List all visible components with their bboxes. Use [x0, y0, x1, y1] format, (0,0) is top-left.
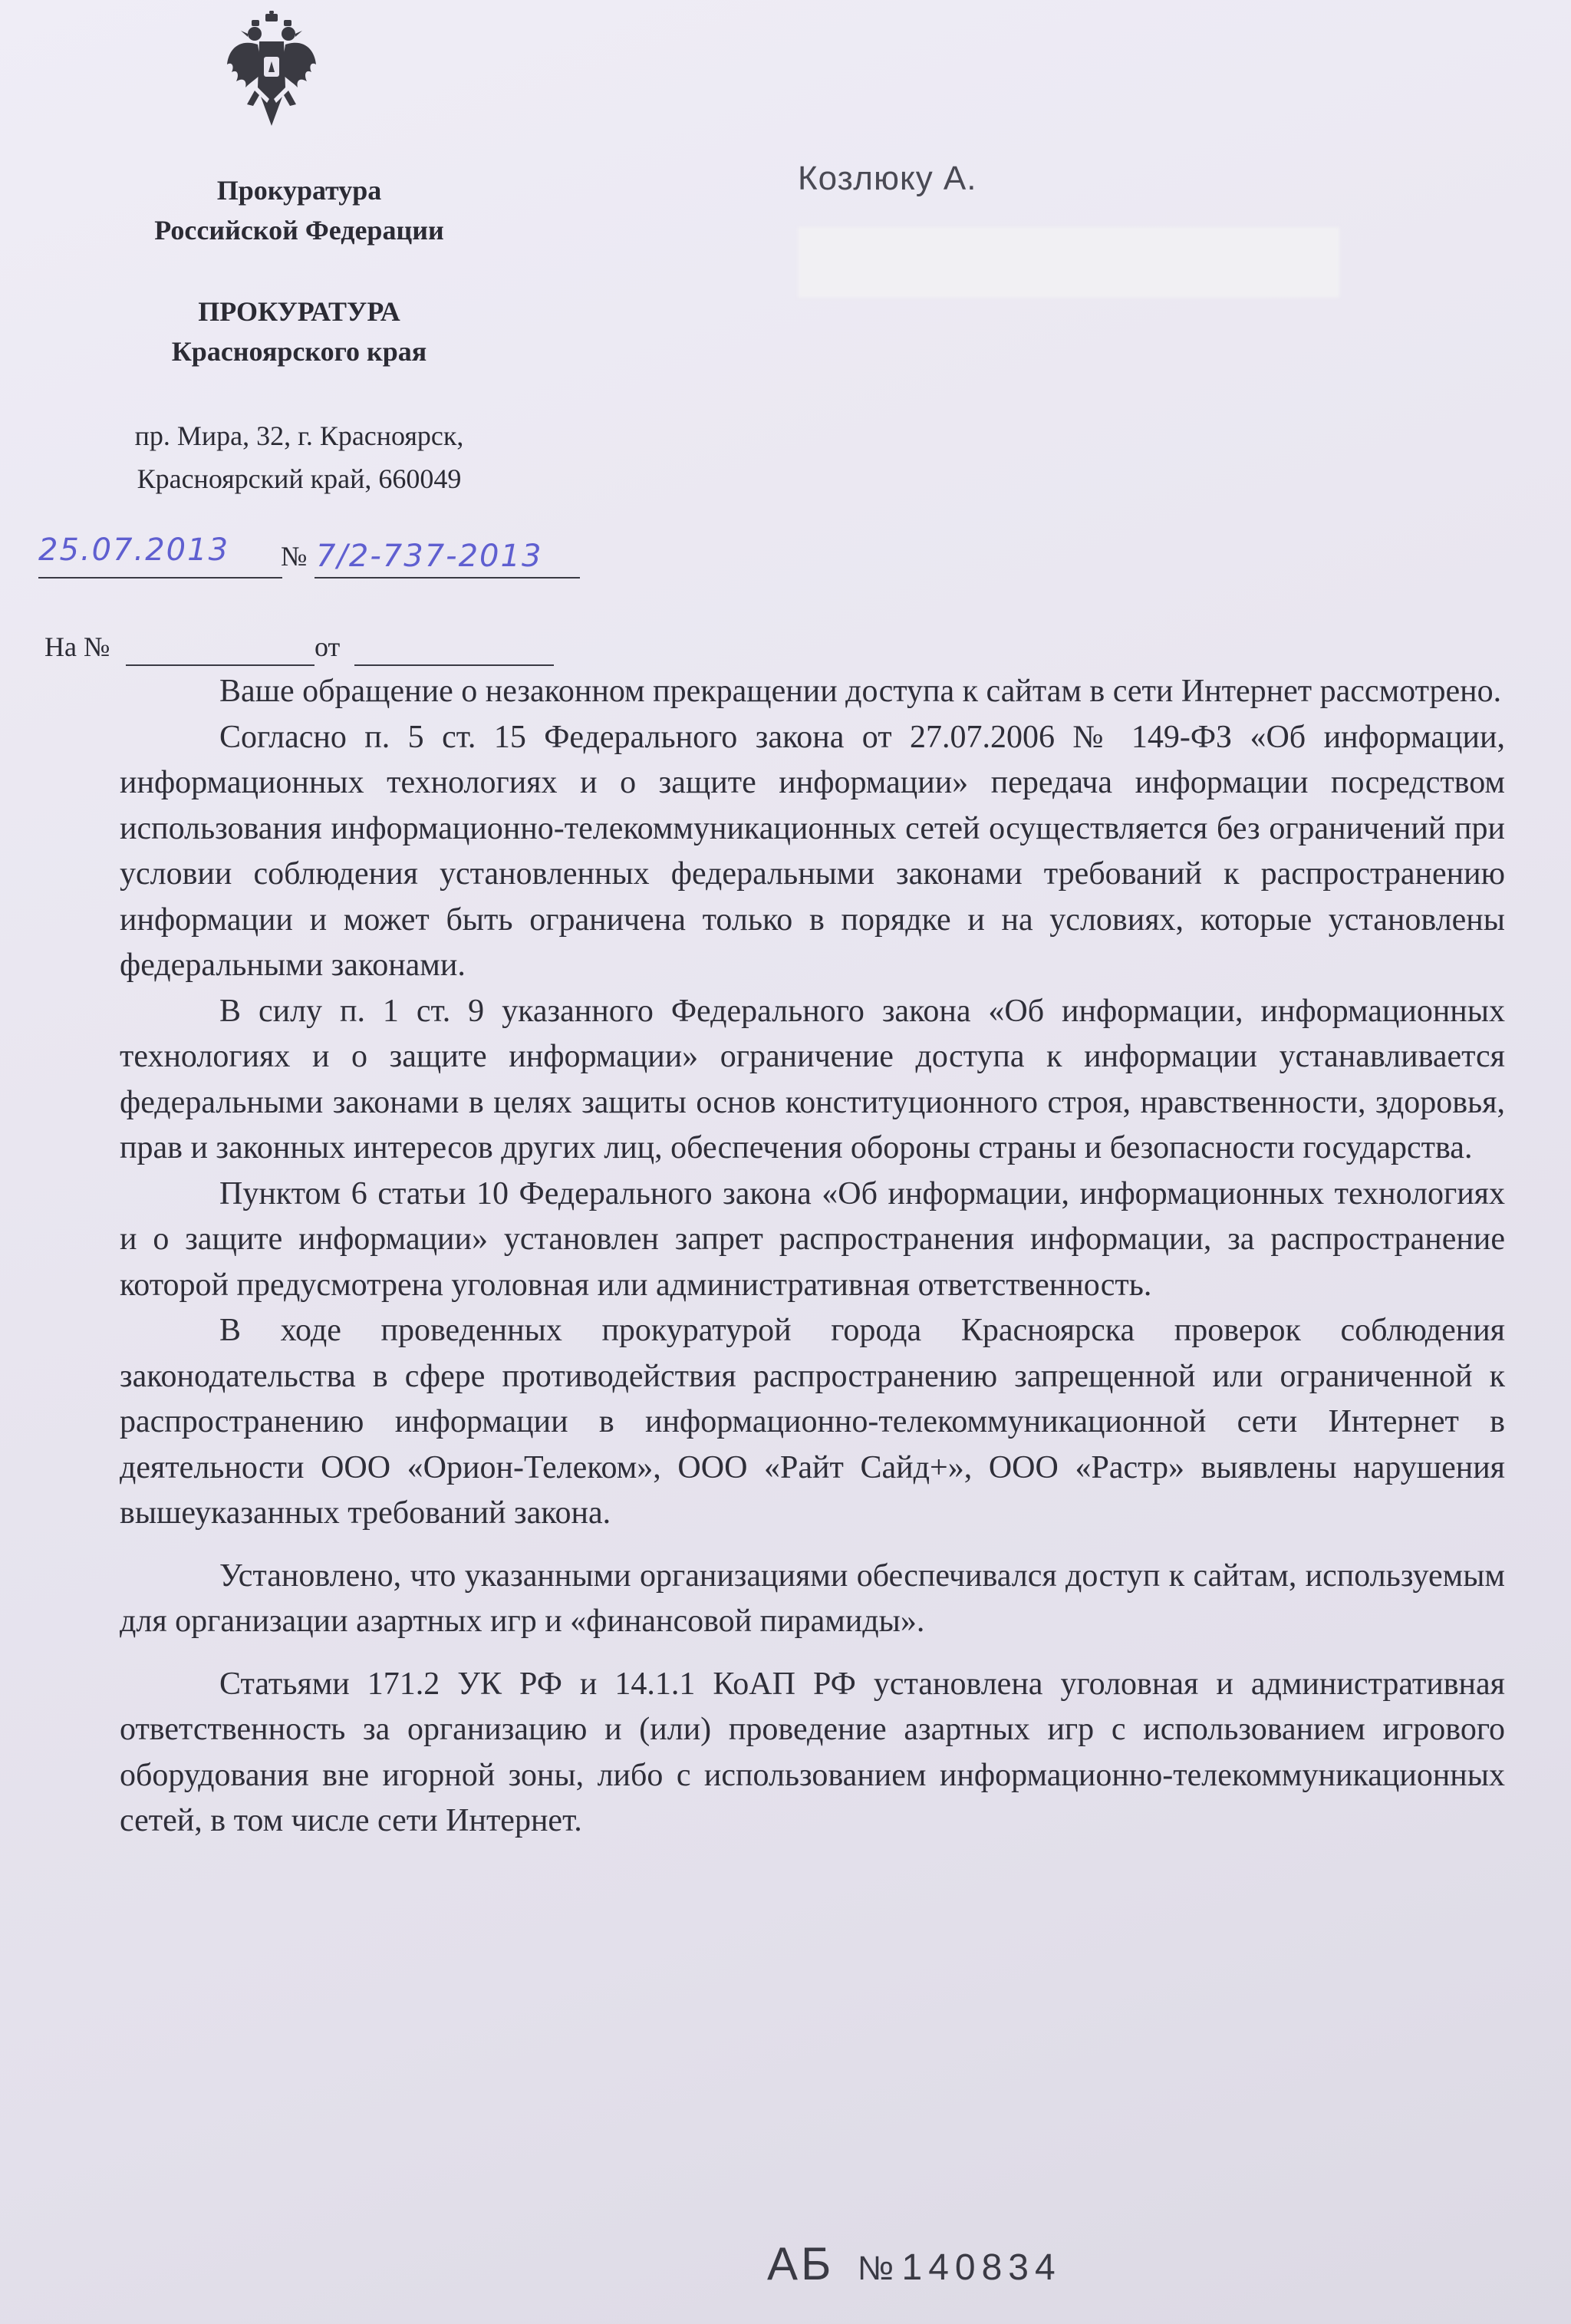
registration-number: 7/2-737-2013	[316, 539, 543, 574]
org-regional-line-2: Красноярского края	[171, 336, 427, 367]
serial-series: АБ	[767, 2238, 835, 2289]
paragraph: Пунктом 6 статьи 10 Федерального закона «Об информации, информационных технологиях и о защите информации» установлен запрет распространения информации, за распространение которой предусмотрена уголовная или административная ответственность.	[120, 1175, 1505, 1303]
reference-row	[44, 631, 566, 669]
org-federal	[77, 170, 522, 250]
serial-number-sign: №	[857, 2250, 894, 2287]
serial-number: 140834	[901, 2247, 1062, 2288]
address-line-1: пр. Мира, 32, г. Красноярск,	[134, 420, 464, 451]
letter-body	[120, 669, 1505, 1844]
registration-row	[31, 529, 568, 583]
paragraph: Ваше обращение о незаконном прекращении доступа к сайтам в сети Интернет рассмотрено.	[219, 674, 1502, 709]
paragraph: Согласно п. 5 ст. 15 Федерального закона от 27.07.2006 № 149-ФЗ «Об информации, информационных технологиях и о защите информации» передача информации посредством использования информационно-телекоммуникационных сетей осуществляется без ограничений при условии соблюдения установленных федеральными законами требований к распространению информации и может быть ограничена только в порядке и на условиях, которые установлены федеральными законами.	[120, 719, 1505, 983]
org-regional	[77, 292, 522, 371]
redacted-address	[798, 227, 1339, 298]
registration-number-label: №	[281, 541, 308, 572]
paragraph: Установлено, что указанными организациями обеспечивался доступ к сайтам, используемым для организации азартных игр и «финансовой пирамиды».	[120, 1558, 1505, 1639]
paragraph: Статьями 171.2 УК РФ и 14.1.1 КоАП РФ установлена уголовная и административная ответственность за организацию и (или) проведение азартных игр с использованием игрового оборудования вне игорной зоны, либо с использованием информационно-телекоммуникационных сетей, в том числе сети Интернет.	[120, 1666, 1505, 1838]
reference-date-blank	[354, 664, 554, 666]
org-regional-line-1: ПРОКУРАТУРА	[198, 296, 400, 327]
addressee-name: Козлюку А.	[798, 160, 977, 197]
form-serial-number	[767, 2237, 1062, 2290]
date-underline	[38, 577, 282, 579]
registration-date: 25.07.2013	[38, 532, 230, 568]
org-federal-line-2: Российской Федерации	[154, 215, 444, 246]
paragraph: В силу п. 1 ст. 9 указанного Федерального закона «Об информации, информационных технологиях и о защите информации» ограничение доступа к информации устанавливается федеральными законами в целях защиты основ конституционного строя, нравственности, здоровья, прав и законных интересов других лиц, обеспечения обороны страны и безопасности государства.	[120, 993, 1505, 1165]
reference-number-label: На №	[44, 631, 110, 662]
number-underline	[315, 577, 580, 579]
address-line-2: Красноярский край, 660049	[137, 463, 462, 494]
sender-address	[46, 414, 552, 500]
reference-number-blank	[126, 664, 315, 666]
org-federal-line-1: Прокуратура	[216, 175, 382, 206]
double-headed-eagle-emblem-icon	[224, 11, 319, 134]
reference-from-label: от	[315, 631, 341, 662]
paragraph: В ходе проведенных прокуратурой города Красноярска проверок соблюдения законодательства в сфере противодействия распространению запрещенной или ограниченной к распространению информации в информационно-телекоммуникационной сети Интернет в деятельности ООО «Орион-Телеком», ООО «Райт Сайд+», ООО «Растр» выявлены нарушения вышеуказанных требований закона.	[120, 1313, 1505, 1531]
